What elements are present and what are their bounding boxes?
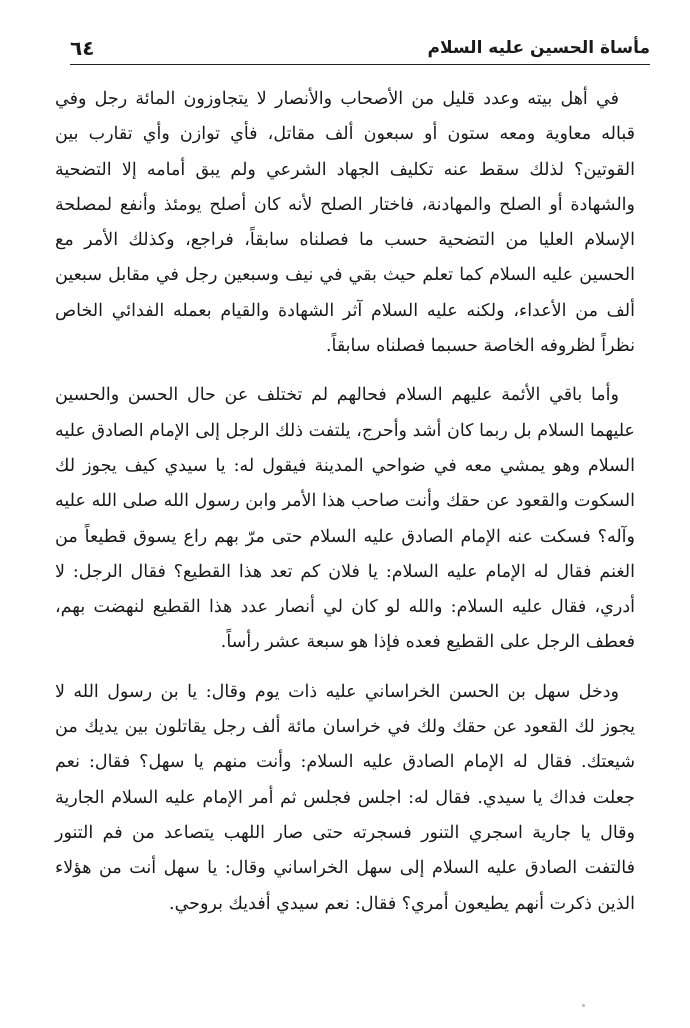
- page-number: ٦٤: [70, 36, 95, 60]
- page-dot-mark: [582, 1004, 585, 1007]
- page-header: [70, 26, 650, 65]
- paragraph-2: وأما باقي الأئمة عليهم السلام فحالهم لم تختلف عن حال الحسن والحسين عليهما السلام بل ربما كان أشد وأحرج، يلتفت ذلك الرجل إلى الإمام الصادق عليه السلام وهو يمشي معه في ضواحي المدينة فيقول له: يا سيدي كيف يجوز لك السكوت والقعود عن حقك وأنت صاحب هذا الأمر وابن رسول الله صلى الله عليه وآله؟ فسكت عنه الإمام الصادق عليه السلام حتى مرّ بهم راع يسوق قطيعاً من الغنم فقال له الإمام عليه السلام: يا فلان كم تعد هذا القطيع؟ فقال الرجل: لا أدري، فقال عليه السلام: والله لو كان لي أنصار عدد هذا القطيع لنهضت بهم، فعطف الرجل على القطيع فعده فإذا هو سبعة عشر رأساً.: [55, 385, 635, 653]
- paragraph-1: في أهل بيته وعدد قليل من الأصحاب والأنصار لا يتجاوزون المائة رجل وفي قباله معاوية ومعه ستون أو سبعون ألف مقاتل، فأي توازن وأي تقارب بين القوتين؟ لذلك سقط عنه تكليف الجهاد الشرعي ولم يبق أمامه إلا التضحية والشهادة أو الصلح والمهادنة، فاختار الصلح لأنه كان أصلح يومئذ وأنفع لمصلحة الإسلام العليا من التضحية حسب ما فصلناه سابقاً، فراجع، وكذلك الأمر مع الحسين عليه السلام كما تعلم حيث بقي في نيف وسبعين رجل في مقابل سبعين ألف من الأعداء، ولكنه عليه السلام آثر الشهادة والقيام بعمله الفدائي الخاص نظراً لظروفه الخاصة حسبما فصلناه سابقاً.: [55, 89, 635, 357]
- body-text: [55, 82, 635, 922]
- paragraph-3: ودخل سهل بن الحسن الخراساني عليه ذات يوم وقال: يا بن رسول الله لا يجوز لك القعود عن حقك ولك في خراسان مائة ألف رجل يقاتلون بين يديك من شيعتك. فقال له الإمام الصادق عليه السلام: وأنت منهم يا سهل؟ فقال: نعم جعلت فداك يا سيدي. فقال له: اجلس فجلس ثم أمر الإمام عليه السلام الجارية وقال يا جارية اسجري التنور فسجرته حتى صار اللهب يتصاعد من فم التنور فالتفت الصادق عليه السلام إلى سهل الخراساني وقال: يا سهل أنت من هؤلاء الذين ذكرت أنهم يطيعون أمري؟ فقال: نعم سيدي أفديك بروحي.: [55, 681, 635, 914]
- running-title: مأساة الحسين عليه السلام: [427, 38, 650, 58]
